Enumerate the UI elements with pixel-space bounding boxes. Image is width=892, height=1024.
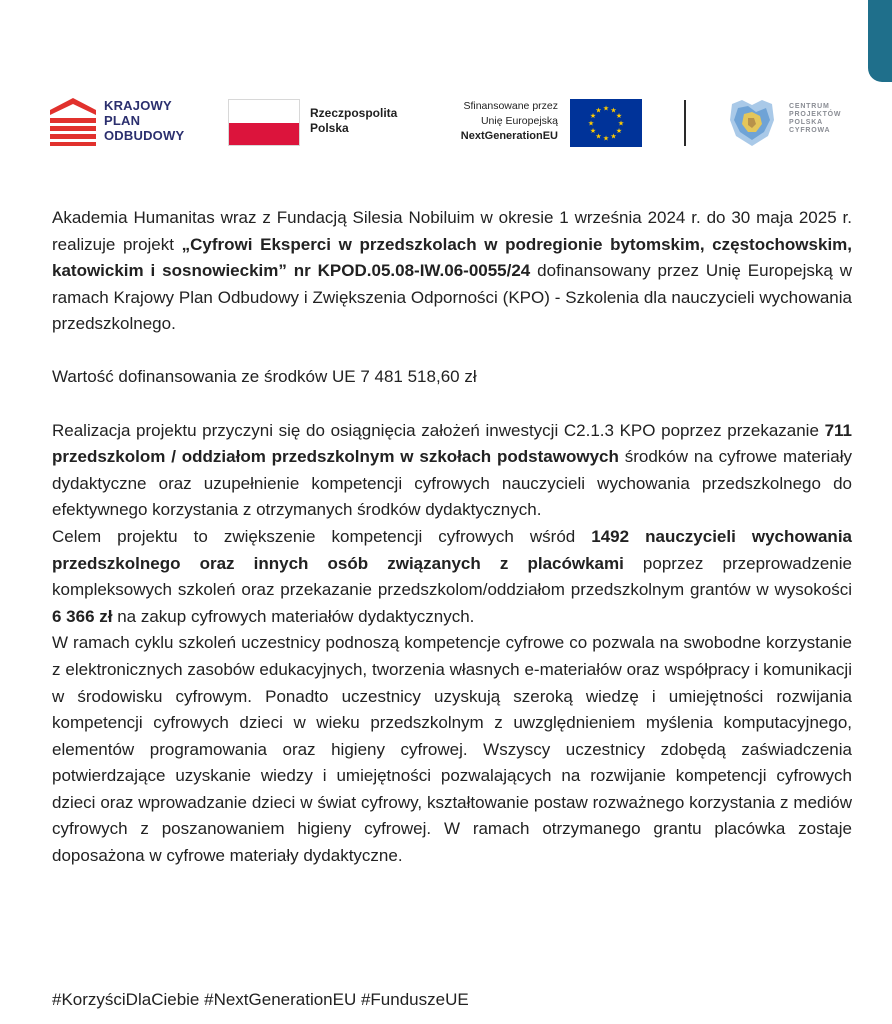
eu-star-icon: ★ xyxy=(602,135,610,143)
eu-star-icon: ★ xyxy=(617,120,625,128)
eu-star-icon: ★ xyxy=(602,105,610,113)
kpo-logo xyxy=(50,96,185,151)
paragraph-funding-value: Wartość dofinansowania ze środków UE 7 481 518,60 zł xyxy=(52,366,477,386)
eu-star-icon: ★ xyxy=(610,107,617,115)
eu-star-icon: ★ xyxy=(589,128,597,135)
eu-star-icon: ★ xyxy=(587,120,595,128)
eu-star-icon: ★ xyxy=(589,113,597,120)
rp-name: Rzeczpospolita Polska xyxy=(310,106,398,135)
paragraph-investment: Realizacja projektu przyczyni się do osiągnięcia założeń inwestycji C2.1.3 KPO poprzez przekazanie 711 przedszkolom / oddziałom przedszkolnym w szkołach podstawowych środków na cyfrowe materiały dydaktyczne oraz uzupełnienie kompetencji cyfrowych nauczycieli wychowania przedszkolnego do efektywnego korzystania z otrzymanych środków dydaktycznych. xyxy=(52,420,852,520)
poland-flag-icon xyxy=(228,99,300,146)
eu-star-icon: ★ xyxy=(610,133,617,141)
eu-star-icon: ★ xyxy=(595,107,602,115)
cpc-emblem-icon xyxy=(728,98,776,153)
teacher-count: 1492 nauczycieli wychowania przedszkolnego oraz innych osób związanych z placówkami xyxy=(52,526,852,573)
preschool-count: 711 przedszkolom / oddziałom przedszkolnym w szkołach podstawowych xyxy=(52,420,852,467)
eu-star-icon: ★ xyxy=(615,128,623,135)
eu-flag-icon xyxy=(570,99,642,147)
kpo-emblem-icon xyxy=(50,96,96,146)
eu-star-icon: ★ xyxy=(595,133,602,141)
paragraph-training: W ramach cyklu szkoleń uczestnicy podnoszą kompetencje cyfrowe co pozwala na swobodne korzystanie z elektronicznych zasobów edukacyjnych, tworzenia własnych e-materiałów oraz współpracy i komunikacji w środowisku cyfrowym. Ponadto uczestnicy uzyskują szeroką wiedzę i umiejętności rozwijania kompetencji cyfrowych dzieci w wieku przedszkolnym z uwzględnieniem myślenia komputacyjnego, elementów programowania oraz higieny cyfrowej. Wszyscy uczestnicy zdobędą zaświadczenia potwierdzające uzyskanie wiedzy i umiejętności pozwalających na rozwijanie kompetencji cyfrowych dzieci oraz wprowadzanie dzieci w świat cyfrowy, kształtowanie postaw rozważnego korzystania z mediów cyfrowych z poszanowaniem higieny cyfrowej. W ramach otrzymanego grantu placówka zostaje doposażona w cyfrowe materiały dydaktyczne. xyxy=(52,633,852,866)
kpo-name: KRAJOWY PLAN ODBUDOWY xyxy=(104,98,185,143)
eu-funding-label: Sfinansowane przez Unię Europejską NextGenerationEU xyxy=(460,100,558,142)
hashtags[interactable]: #KorzyściDlaCiebie #NextGenerationEU #FunduszeUE xyxy=(52,990,469,1009)
project-title: „Cyfrowi Eksperci w przedszkolach w podregionie bytomskim, częstochowskim, katowickim i sosnowieckim” nr KPOD.05.08-IW.06-0055/24 xyxy=(52,234,853,281)
grant-amount: 6 366 zł xyxy=(52,606,113,626)
cpc-name: CENTRUM PROJEKTÓW POLSKA CYFROWA xyxy=(789,103,842,134)
paragraph-project-intro: Akademia Humanitas wraz z Fundacją Silesia Nobiluim w okresie 1 września 2024 r. do 30 maja 2025 r. realizuje projekt „Cyfrowi Eksperci w przedszkolach w podregionie bytomskim, częstochowskim, katowickim i sosnowieckim” nr KPOD.05.08-IW.06-0055/24 dofinansowany przez Unię Europejską w ramach Krajowy Plan Odbudowy i Zwiększenia Odporności (KPO) - Szkolenia dla nauczycieli wychowania przedszkolnego. xyxy=(52,208,853,334)
eu-star-icon: ★ xyxy=(615,113,623,120)
logo-bar xyxy=(0,0,892,160)
logo-divider xyxy=(684,100,686,146)
paragraph-goal: Celem projektu to zwiększenie kompetencji cyfrowych wśród 1492 nauczycieli wychowania przedszkolnego oraz innych osób związanych z placówkami poprzez przeprowadzenie kompleksowych szkoleń oraz przekazanie przedszkolom/oddziałom przedszkolnym grantów w wysokości 6 366 zł na zakup cyfrowych materiałów dydaktycznych. xyxy=(52,526,852,626)
announcement-body xyxy=(52,205,852,870)
